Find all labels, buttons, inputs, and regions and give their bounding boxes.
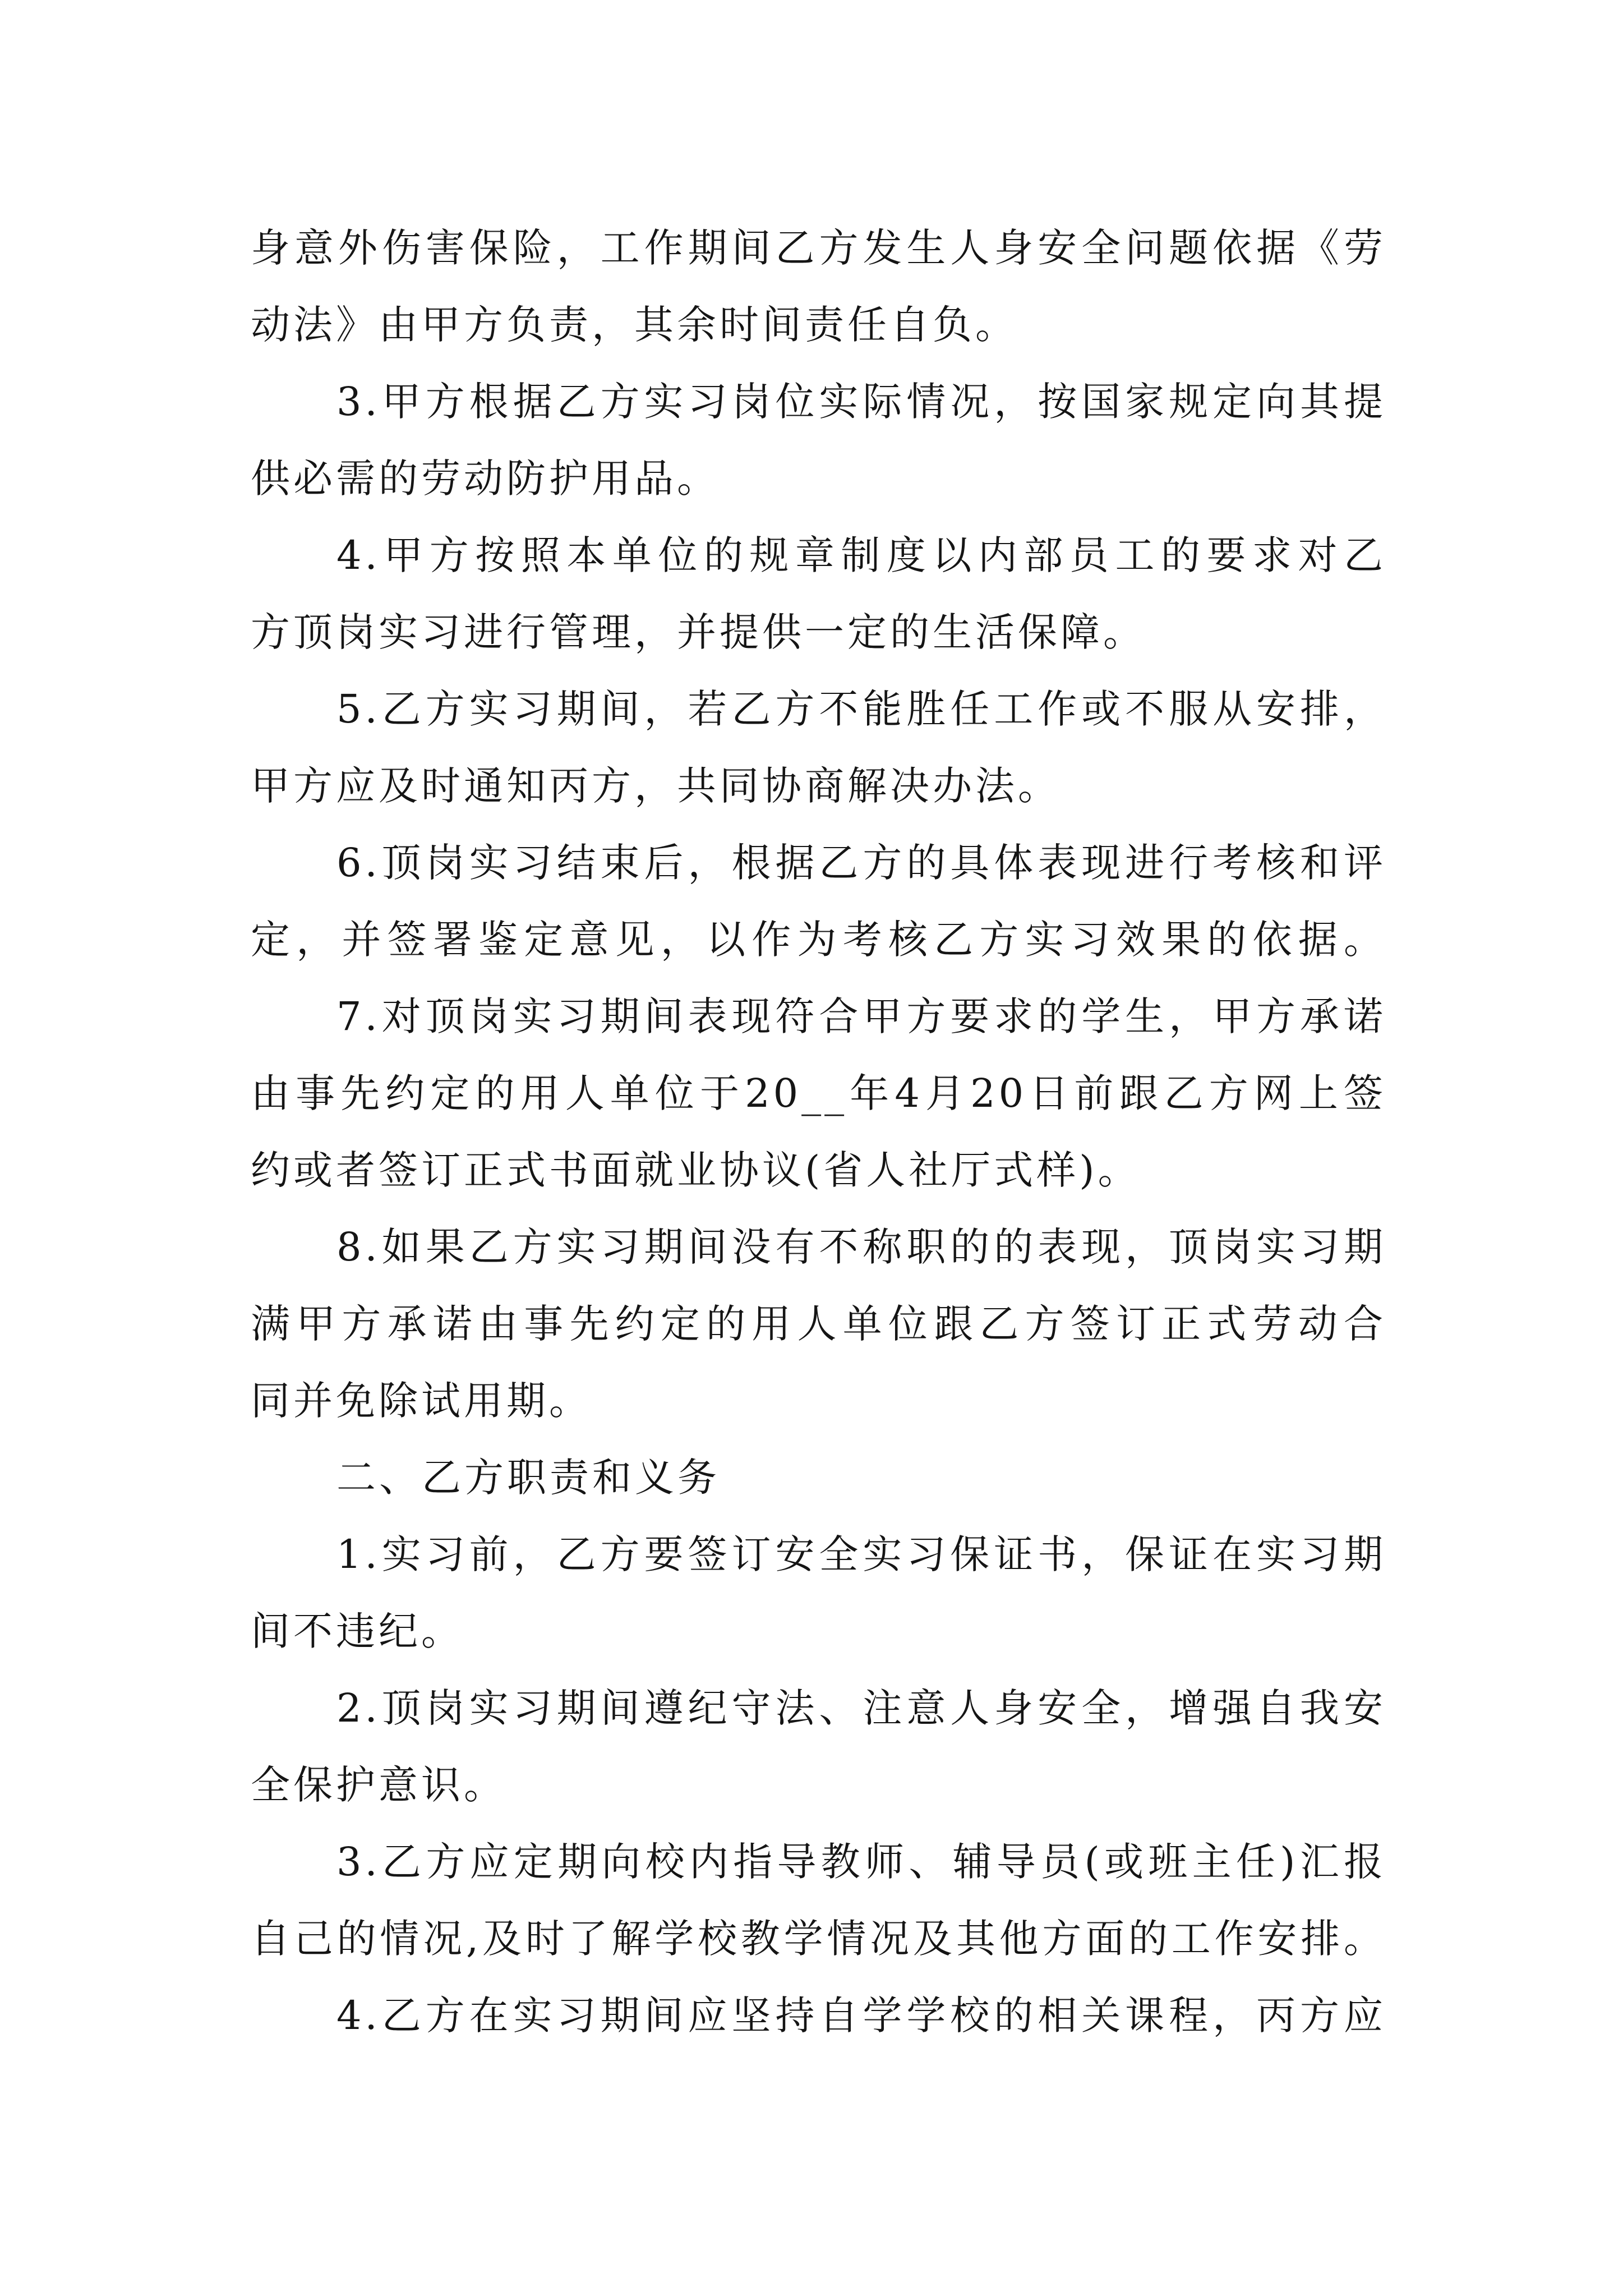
document-body [251, 210, 1386, 2054]
text-line: 满甲方承诺由事先约定的用人单位跟乙方签订正式劳动合 [251, 1301, 1386, 1347]
clause-8-line: 8.如果乙方实习期间没有不称职的的表现，顶岗实习期 [336, 1224, 1386, 1270]
text-line: 方顶岗实习进行管理，并提供一定的生活保障。 [251, 609, 1146, 655]
duty-4-line: 4.乙方在实习期间应坚持自学学校的相关课程，丙方应 [336, 1993, 1386, 2039]
text-line: 供必需的劳动防护用品。 [251, 455, 720, 501]
clause-4-line: 4.甲方按照本单位的规章制度以内部员工的要求对乙 [336, 532, 1386, 578]
text-line: 由事先约定的用人单位于20__年4月20日前跟乙方网上签 [251, 1070, 1386, 1116]
text-line: 间不违纪。 [251, 1608, 464, 1654]
text-line: 约或者签订正式书面就业协议(省人社厅式样)。 [251, 1147, 1141, 1193]
clause-7-line: 7.对顶岗实习期间表现符合甲方要求的学生，甲方承诺 [336, 993, 1386, 1039]
text-line: 全保护意识。 [251, 1762, 506, 1808]
clause-3-line: 3.甲方根据乙方实习岗位实际情况，按国家规定向其提 [336, 379, 1386, 425]
section-heading: 二、乙方职责和义务 [336, 1455, 720, 1501]
duty-3-line: 3.乙方应定期向校内指导教师、辅导员(或班主任)汇报 [336, 1839, 1386, 1885]
text-line: 同并免除试用期。 [251, 1378, 592, 1424]
text-line: 定，并签署鉴定意见，以作为考核乙方实习效果的依据。 [251, 917, 1386, 963]
text-line: 自己的情况,及时了解学校教学情况及其他方面的工作安排。 [251, 1916, 1386, 1962]
duty-1-line: 1.实习前，乙方要签订安全实习保证书，保证在实习期 [336, 1531, 1386, 1577]
duty-2-line: 2.顶岗实习期间遵纪守法、注意人身安全，增强自我安 [336, 1685, 1386, 1731]
clause-6-line: 6.顶岗实习结束后，根据乙方的具体表现进行考核和评 [336, 840, 1386, 886]
text-line: 动法》由甲方负责，其余时间责任自负。 [251, 302, 1018, 348]
clause-5-line: 5.乙方实习期间，若乙方不能胜任工作或不服从安排， [336, 686, 1386, 732]
text-line: 甲方应及时通知丙方，共同协商解决办法。 [251, 763, 1061, 809]
text-line: 身意外伤害保险，工作期间乙方发生人身安全问题依据《劳 [251, 225, 1386, 271]
